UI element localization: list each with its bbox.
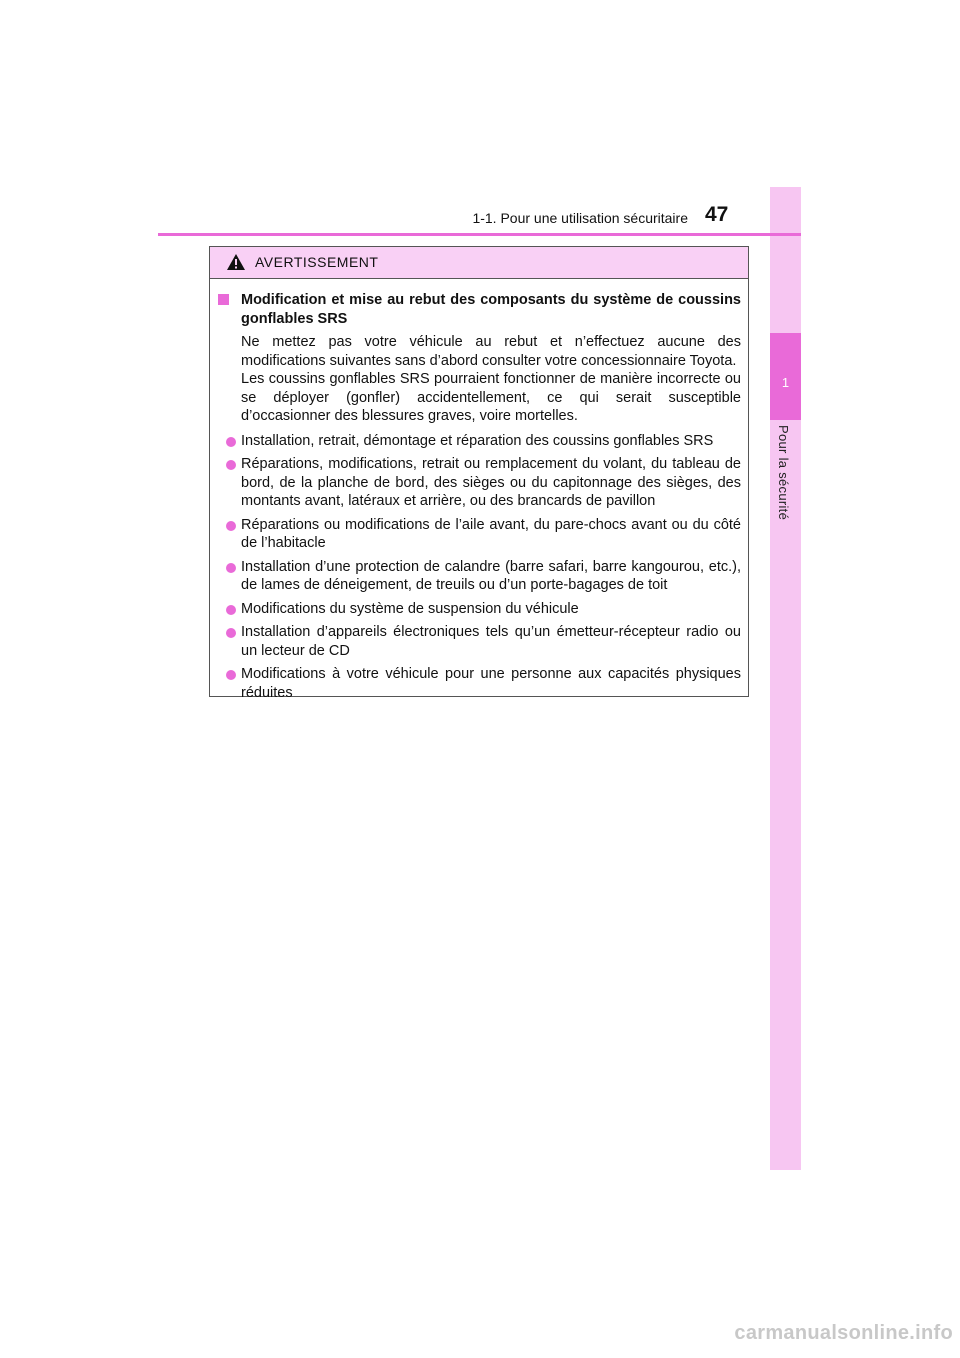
warning-body — [210, 279, 748, 702]
bullet-dot-icon — [226, 437, 236, 447]
warning-section-heading — [218, 291, 741, 328]
list-item — [218, 455, 741, 511]
watermark: carmanualsonline.info — [734, 1322, 953, 1344]
list-item — [218, 516, 741, 553]
chapter-number: 1 — [781, 375, 790, 390]
bullet-dot-icon — [226, 605, 236, 615]
list-item — [218, 623, 741, 660]
list-item-text: Modifications du système de suspension du véhicule — [241, 600, 579, 617]
list-item-text: Réparations, modifications, retrait ou remplacement du volant, du tableau de bord, de la planche de bord, des sièges ou du capitonnage des sièges, des montants avant, latéraux et arrière, ou des brancards de pavillon — [241, 456, 741, 509]
warning-triangle-icon — [226, 253, 246, 271]
section-square-icon — [218, 294, 229, 305]
warning-header — [210, 247, 748, 279]
warning-title: AVERTISSEMENT — [255, 254, 379, 270]
list-item-text: Modifications à votre véhicule pour une personne aux capacités physiques réduites — [241, 666, 741, 701]
warning-box — [209, 246, 749, 701]
list-item — [218, 600, 741, 619]
warning-paragraph: Les coussins gonflables SRS pourraient fonctionner de manière incorrecte ou se déployer (gonfler) accidentellement, ce qui serait susceptible d’occasionner des blessures graves, voire mortelles. — [241, 371, 741, 424]
list-item-text: Installation d’appareils électroniques tels qu’un émetteur-récepteur radio ou un lecteur de CD — [241, 624, 741, 659]
list-item-text: Installation, retrait, démontage et réparation des coussins gonflables SRS — [241, 432, 714, 449]
bullet-dot-icon — [226, 563, 236, 573]
bullet-dot-icon — [226, 670, 236, 680]
warning-section-title: Modification et mise au rebut des composants du système de coussins gonflables SRS — [241, 292, 741, 327]
side-tab-label: Pour la sécurité — [776, 425, 791, 521]
list-item — [218, 665, 741, 702]
list-item — [218, 432, 741, 451]
list-item — [218, 558, 741, 595]
bullet-dot-icon — [226, 460, 236, 470]
section-header-title: 1-1. Pour une utilisation sécuritaire — [472, 210, 688, 226]
list-item-text: Réparations ou modifications de l’aile avant, du pare-chocs avant ou du côté de l’habitacle — [241, 516, 741, 551]
warning-bullet-list — [218, 432, 741, 703]
list-item-text: Installation d’une protection de calandre (barre safari, barre kangourou, etc.), de lames de déneigement, de treuils ou d’un porte-bagages de toit — [241, 558, 741, 593]
page-number: 47 — [705, 203, 729, 226]
bullet-dot-icon — [226, 628, 236, 638]
bullet-dot-icon — [226, 521, 236, 531]
header-rule — [158, 233, 801, 236]
warning-paragraph: Ne mettez pas votre véhicule au rebut et n’effectuez aucune des modifications suivantes sans d’abord consulter votre concessionnaire Toyota. — [241, 334, 741, 369]
